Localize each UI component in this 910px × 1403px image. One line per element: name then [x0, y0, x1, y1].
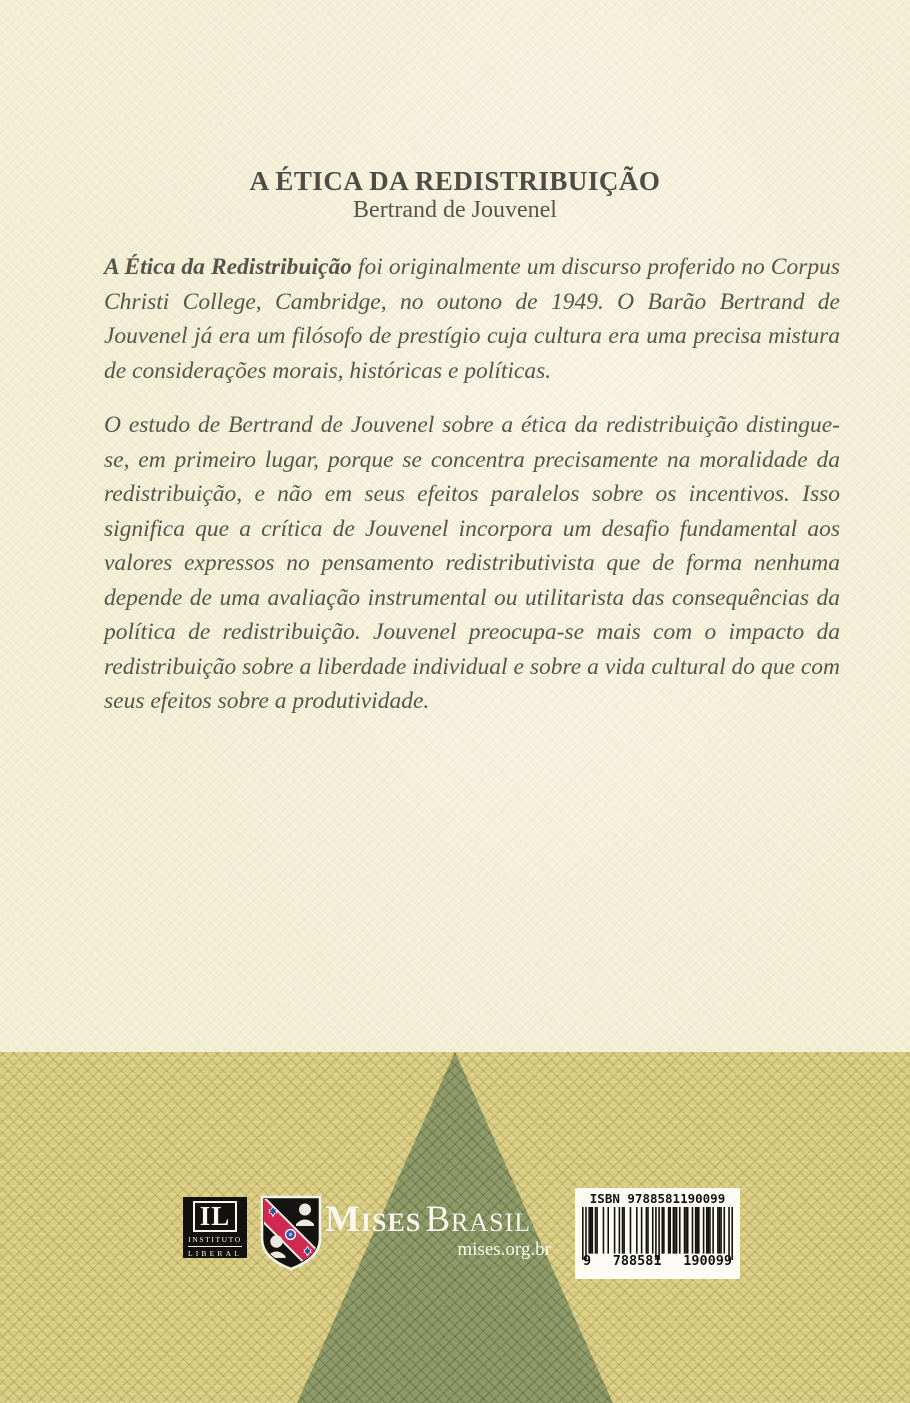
mises-brasil-wordmark [325, 1201, 551, 1260]
il-name-line2: LIBERAL [187, 1249, 243, 1258]
instituto-liberal-logo [183, 1197, 247, 1258]
book-author: Bertrand de Jouvenel [353, 197, 557, 223]
il-name-line1: INSTITUTO [188, 1235, 241, 1247]
synopsis [104, 250, 840, 739]
barcode-digit-group: 190099 [683, 1253, 732, 1269]
barcode-digit-group: 9 [583, 1253, 592, 1269]
isbn-barcode [575, 1188, 740, 1279]
barcode-digits [582, 1254, 733, 1268]
synopsis-paragraph-1-text: foi originalmente um discurso proferido no Corpus Christi College, Cambridge, no outono de 1949. O Barão Bertrand de Jouvenel já era um filósofo de prestígio cuja cultura era uma precisa mistura de considerações morais, históricas e políticas. [104, 254, 840, 384]
book-title: A ÉTICA DA REDISTRIBUIÇÃO [249, 166, 661, 196]
il-monogram: IL [193, 1201, 237, 1232]
publisher-name-brasil: Brasil [425, 1199, 532, 1240]
publisher-website: mises.org.br [457, 1239, 551, 1260]
synopsis-lead-title: A Ética da Redistribuição [104, 254, 352, 280]
synopsis-paragraph-1 [104, 250, 840, 388]
isbn-label: ISBN 9788581190099 [589, 1191, 726, 1206]
footer-band [0, 1052, 910, 1403]
publisher-name-mises: Mises [325, 1199, 422, 1240]
medallion-icon [285, 1229, 296, 1240]
barcode-digit-group: 788581 [612, 1253, 662, 1269]
mises-shield-logo [259, 1194, 323, 1272]
publisher-name [325, 1201, 551, 1239]
synopsis-paragraph-2: O estudo de Bertrand de Jouvenel sobre a ética da redistribuição distingue-se, em primeiro lugar, porque se concentra precisamente na moralidade da redistribuição, e não em seus efeitos paralelos sobre os incentivos. Isso significa que a crítica de Jouvenel incorpora um desafio fundamental aos valores expressos no pensamento redistributivista que de forma nenhuma depende de uma avaliação instrumental ou utilitarista das consequências da política de redistribuição. Jouvenel preocupa-se mais com o impacto da redistribuição sobre a liberdade individual e sobre a vida cultural do que com seus efeitos sobre a produtividade. [104, 412, 840, 714]
